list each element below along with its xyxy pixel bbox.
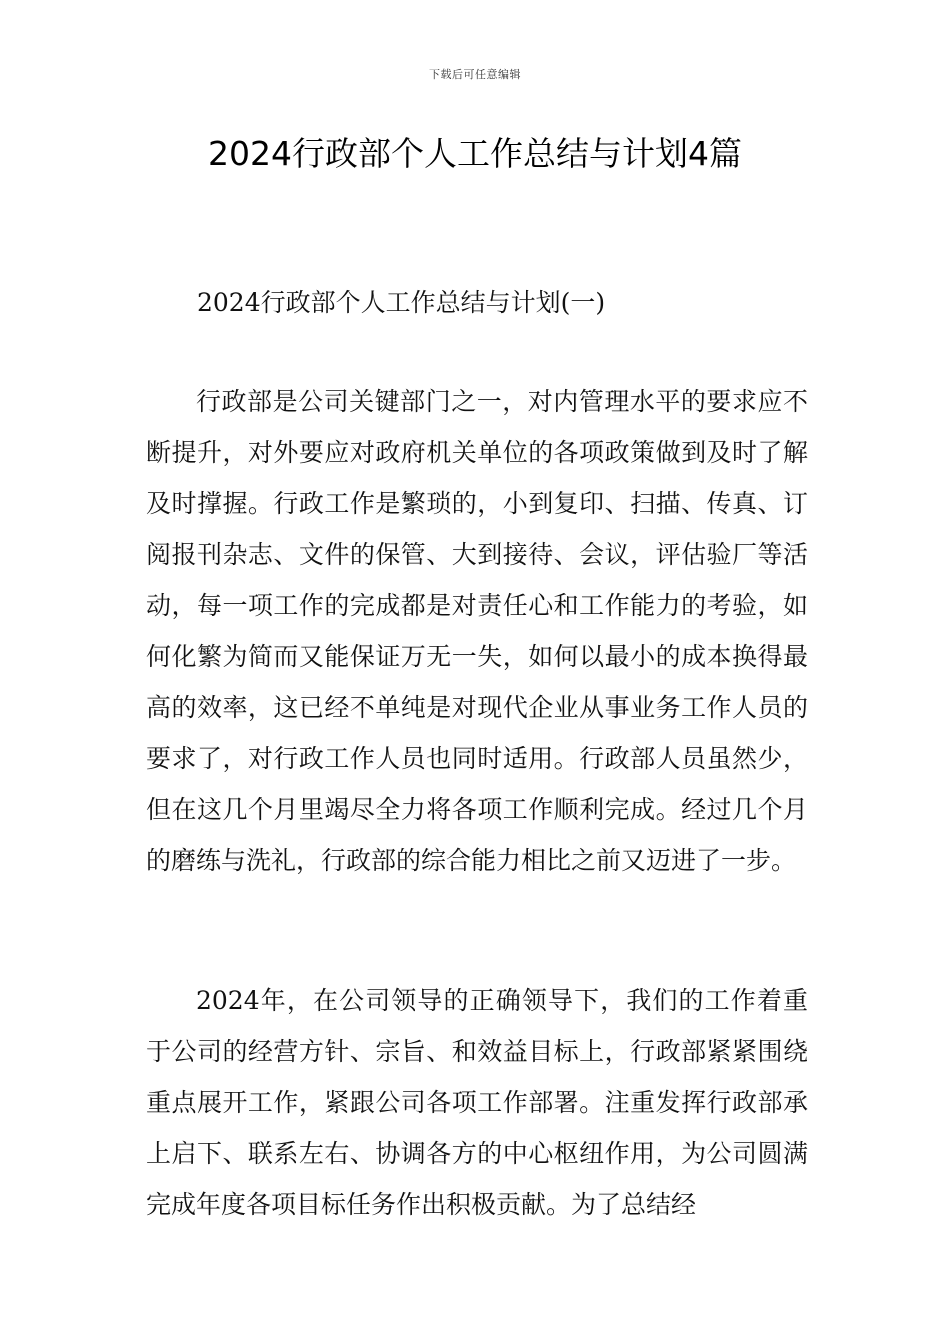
header-note: 下载后可任意编辑 <box>429 68 521 81</box>
body-paragraph-2: 2024年，在公司领导的正确领导下，我们的工作着重于公司的经营方针、宗旨、和效益目标上，行政部紧紧围绕重点展开工作，紧跟公司各项工作部署。注重发挥行政部承上启下、联系左右、协调各方的中心枢纽作用，为公司圆满完成年度各项目标任务作出积极贡献。为了总结经 <box>146 986 808 1219</box>
body-paragraph-1: 行政部是公司关键部门之一，对内管理水平的要求应不断提升，对外要应对政府机关单位的各项政策做到及时了解及时撑握。行政工作是繁琐的，小到复印、扫描、传真、订阅报刊杂志、文件的保管、大到接待、会议，评估验厂等活动，每一项工作的完成都是对责任心和工作能力的考验，如何化繁为简而又能保证万无一失，如何以最小的成本换得最高的效率，这已经不单纯是对现代企业从事业务工作人员的要求了，对行政工作人员也同时适用。行政部人员虽然少，但在这几个月里竭尽全力将各项工作顺利完成。经过几个月的磨练与洗礼，行政部的综合能力相比之前又迈进了一步。 <box>146 387 808 875</box>
document-title: 2024行政部个人工作总结与计划4篇 <box>208 134 742 173</box>
section-heading: 2024行政部个人工作总结与计划(一) <box>197 288 606 317</box>
